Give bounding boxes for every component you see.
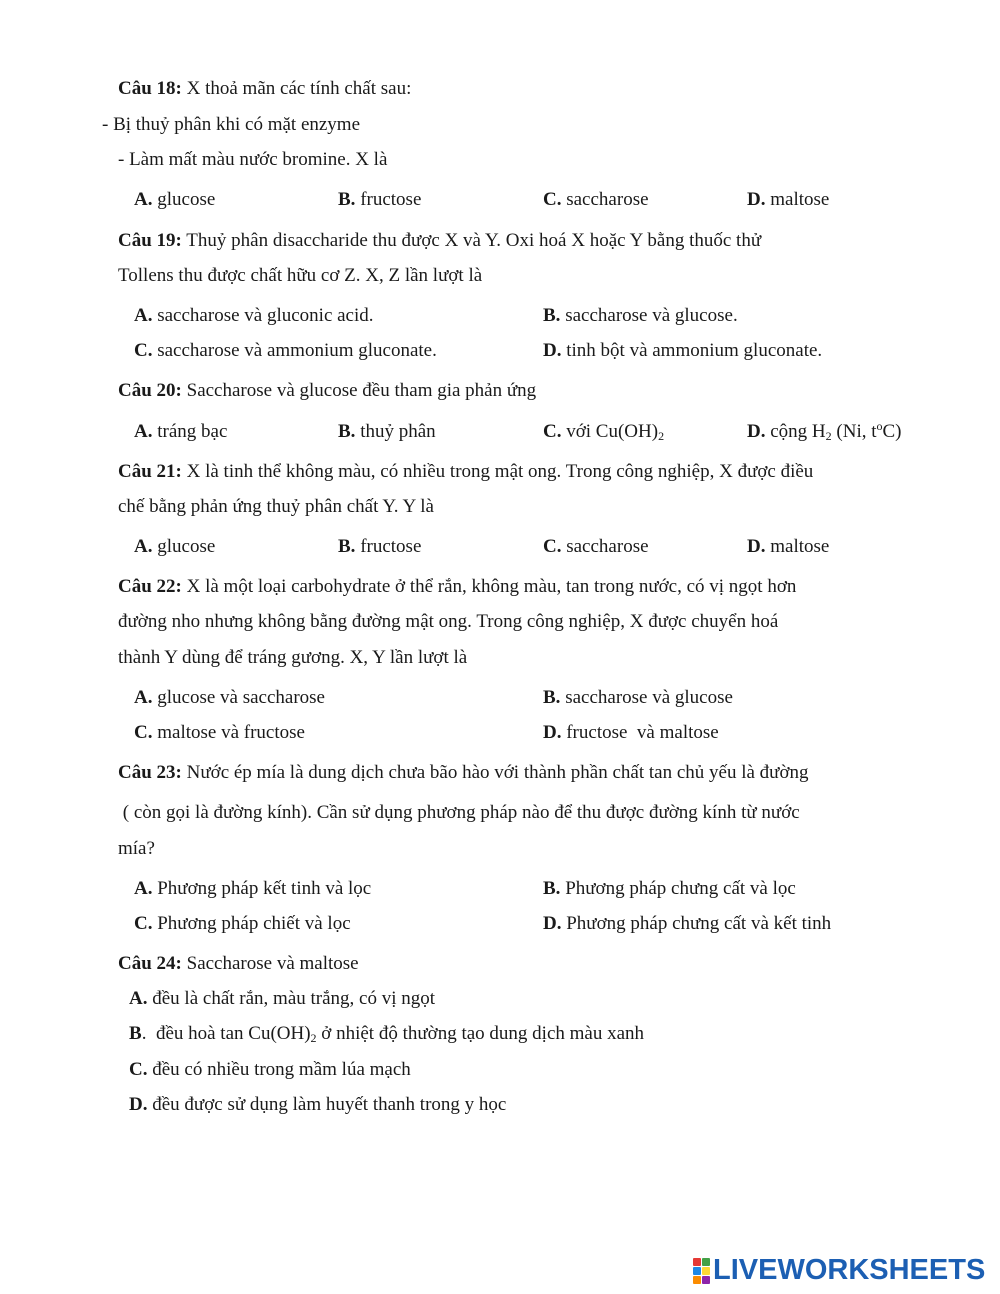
option-19-c[interactable]: C. saccharose và ammonium gluconate.: [134, 340, 437, 361]
logo-tile-icon: [693, 1276, 701, 1284]
logo-tile-icon: [702, 1267, 710, 1275]
question-23-stem: Câu 23: Nước ép mía là dung dịch chưa bão hào với thành phần chất tan chủ yếu là đường: [118, 762, 809, 783]
question-18-note: - Bị thuỷ phân khi có mặt enzyme: [102, 114, 361, 135]
option-23-a[interactable]: A. Phương pháp kết tinh và lọc: [134, 878, 372, 899]
option-22-b[interactable]: B. saccharose và glucose: [543, 687, 733, 708]
option-22-d[interactable]: D. fructose và maltose: [543, 722, 719, 743]
question-label: Câu 19:: [118, 230, 182, 251]
option-21-d[interactable]: D. maltose: [747, 536, 830, 557]
logo-tile-icon: [693, 1258, 701, 1266]
question-24-stem: Câu 24: Saccharose và maltose: [118, 953, 359, 974]
question-18-note: - Làm mất màu nước bromine. X là: [118, 149, 388, 170]
question-label: Câu 20:: [118, 380, 182, 401]
option-20-d[interactable]: D. cộng $H_2$ (Ni, $t^oC$): [747, 419, 902, 443]
option-18-d[interactable]: D. maltose: [747, 189, 830, 210]
option-18-c[interactable]: C. saccharose: [543, 189, 649, 210]
option-20-c[interactable]: C. với $Cu(OH)_2$: [543, 421, 665, 443]
option-23-d[interactable]: D. Phương pháp chưng cất và kết tinh: [543, 913, 832, 934]
question-label: Câu 18:: [118, 78, 182, 99]
question-label: Câu 21:: [118, 461, 182, 482]
option-24-c[interactable]: C. đều có nhiều trong mầm lúa mạch: [129, 1059, 411, 1080]
option-19-b[interactable]: B. saccharose và glucose.: [543, 305, 738, 326]
question-21-stem-line: chế bằng phản ứng thuỷ phân chất Y. Y là: [118, 496, 434, 517]
logo-text: LIVEWORKSHEETS: [713, 1254, 986, 1286]
question-19-stem: Câu 19: Thuỷ phân disaccharide thu được X và Y. Oxi hoá X hoặc Y bằng thuốc thử: [118, 230, 762, 251]
option-21-a[interactable]: A. glucose: [134, 536, 216, 557]
question-label: Câu 22:: [118, 576, 182, 597]
option-21-b[interactable]: B. fructose: [338, 536, 422, 557]
logo-tile-icon: [702, 1276, 710, 1284]
question-23-stem-line: ( còn gọi là đường kính). Cần sử dụng phương pháp nào để thu được đường kính từ nước: [118, 802, 800, 823]
option-19-d[interactable]: D. tinh bột và ammonium gluconate.: [543, 340, 823, 361]
question-22-stem-line: đường nho nhưng không bằng đường mật ong. Trong công nghiệp, X được chuyển hoá: [118, 611, 779, 632]
option-20-b[interactable]: B. thuỷ phân: [338, 421, 436, 442]
question-22-stem-line: thành Y dùng để tráng gương. X, Y lần lượt là: [118, 647, 468, 668]
question-23-stem-line: mía?: [118, 838, 155, 859]
question-21-stem: Câu 21: X là tinh thể không màu, có nhiều trong mật ong. Trong công nghiệp, X được điều: [118, 461, 814, 482]
question-22-stem: Câu 22: X là một loại carbohydrate ở thể rắn, không màu, tan trong nước, có vị ngọt hơn: [118, 576, 797, 597]
option-24-a[interactable]: A. đều là chất rắn, màu trắng, có vị ngọt: [129, 988, 436, 1009]
option-23-b[interactable]: B. Phương pháp chưng cất và lọc: [543, 878, 796, 899]
question-18-stem: Câu 18: X thoả mãn các tính chất sau:: [118, 78, 412, 99]
option-21-c[interactable]: C. saccharose: [543, 536, 649, 557]
option-22-c[interactable]: C. maltose và fructose: [134, 722, 305, 743]
option-24-d[interactable]: D. đều được sử dụng làm huyết thanh trong y học: [129, 1094, 507, 1115]
question-label: Câu 24:: [118, 953, 182, 974]
option-23-c[interactable]: C. Phương pháp chiết và lọc: [134, 913, 351, 934]
option-20-a[interactable]: A. tráng bạc: [134, 421, 228, 442]
option-22-a[interactable]: A. glucose và saccharose: [134, 687, 325, 708]
logo-tile-icon: [702, 1258, 710, 1266]
option-18-a[interactable]: A. glucose: [134, 189, 216, 210]
question-20-stem: Câu 20: Saccharose và glucose đều tham gia phản ứng: [118, 380, 537, 401]
question-label: Câu 23:: [118, 762, 182, 783]
option-18-b[interactable]: B. fructose: [338, 189, 422, 210]
option-19-a[interactable]: A. saccharose và gluconic acid.: [134, 305, 374, 326]
logo-tile-icon: [693, 1267, 701, 1275]
question-19-stem-line: Tollens thu được chất hữu cơ Z. X, Z lần lượt là: [118, 265, 483, 286]
option-24-b[interactable]: B. đều hoà $\tan Cu(OH)_2$ ở nhiệt độ thường tạo dung dịch màu xanh: [129, 1023, 645, 1045]
